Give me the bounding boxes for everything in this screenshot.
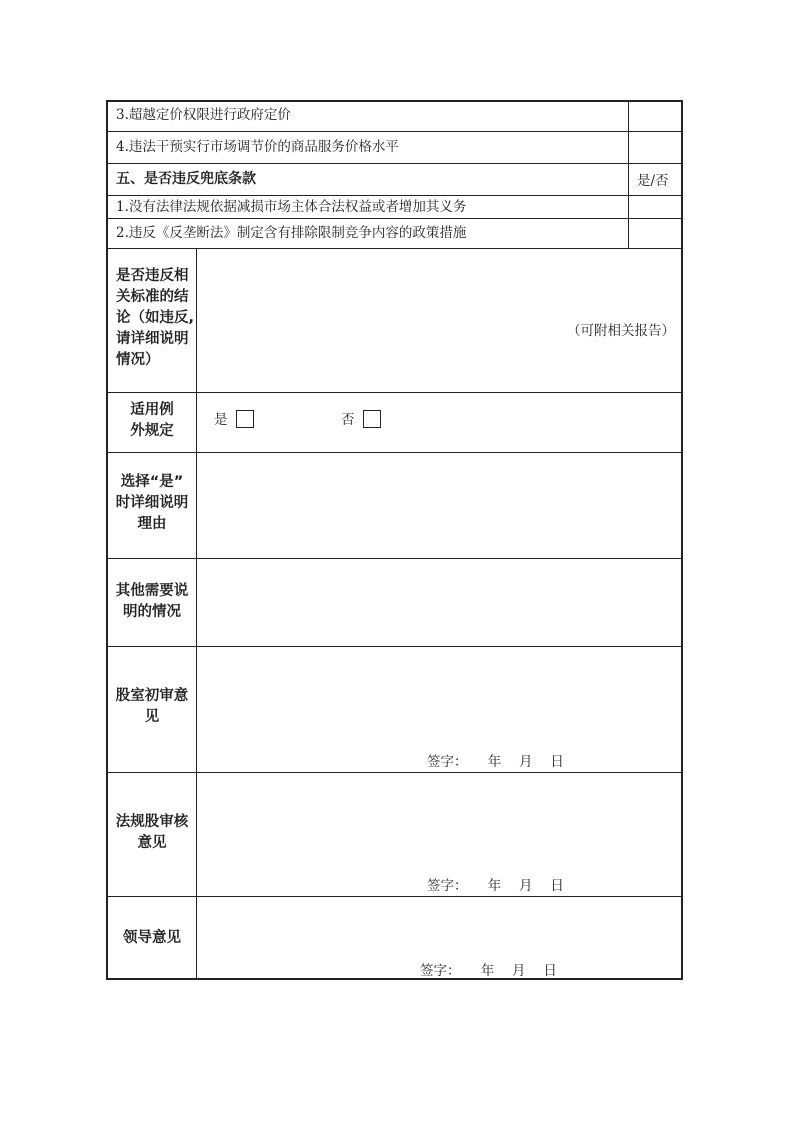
initial-review-signature: 签字： 年 月 日	[427, 754, 564, 770]
row-divider	[106, 100, 683, 102]
exception-no-checkbox[interactable]	[363, 410, 381, 428]
section-5-item-1: 1.没有法律法规依据减损市场主体合法权益或者增加其义务	[116, 199, 467, 215]
row-divider	[106, 452, 683, 453]
section-5-title: 五、是否违反兜底条款	[116, 171, 256, 187]
row-divider	[106, 248, 683, 249]
criterion-row-3: 3.超越定价权限进行政府定价	[116, 107, 291, 123]
row-divider	[106, 195, 683, 196]
legal-review-signature: 签字： 年 月 日	[427, 878, 564, 894]
exception-yes-checkbox[interactable]	[236, 410, 254, 428]
row-divider	[106, 772, 683, 773]
row-divider	[106, 896, 683, 897]
exception-yes-label: 是	[214, 412, 228, 428]
row-divider	[106, 163, 683, 164]
row-divider	[106, 558, 683, 559]
other-label: 其他需要说 明的情况	[115, 583, 189, 620]
legal-review-label: 法规股审核 意见	[115, 814, 189, 851]
conclusion-label: 是否违反相 关标准的结 论（如违反, 请详细说明 情况）	[116, 268, 195, 368]
initial-review-label: 股室初审意 见	[115, 688, 189, 725]
section-5-answer-header: 是/否	[637, 173, 669, 189]
row-divider	[106, 978, 683, 980]
row-divider	[106, 218, 683, 219]
criterion-row-4: 4.违法干预实行市场调节价的商品服务价格水平	[116, 139, 399, 155]
reason-label: 选择“是” 时详细说明 理由	[115, 474, 189, 532]
row-divider	[106, 392, 683, 393]
leader-signature: 签字： 年 月 日	[420, 963, 557, 979]
conclusion-note: （可附相关报告）	[567, 323, 675, 339]
leader-opinion-label: 领导意见	[123, 930, 181, 946]
table-right-border	[681, 100, 683, 979]
answer-column-divider	[628, 100, 629, 248]
row-divider	[106, 646, 683, 647]
label-column-divider	[196, 248, 197, 979]
row-divider	[106, 131, 683, 132]
section-5-item-2: 2.违反《反垄断法》制定含有排除限制竞争内容的政策措施	[116, 225, 467, 241]
exception-no-label: 否	[341, 412, 355, 428]
exception-label: 适用例 外规定	[130, 402, 174, 439]
